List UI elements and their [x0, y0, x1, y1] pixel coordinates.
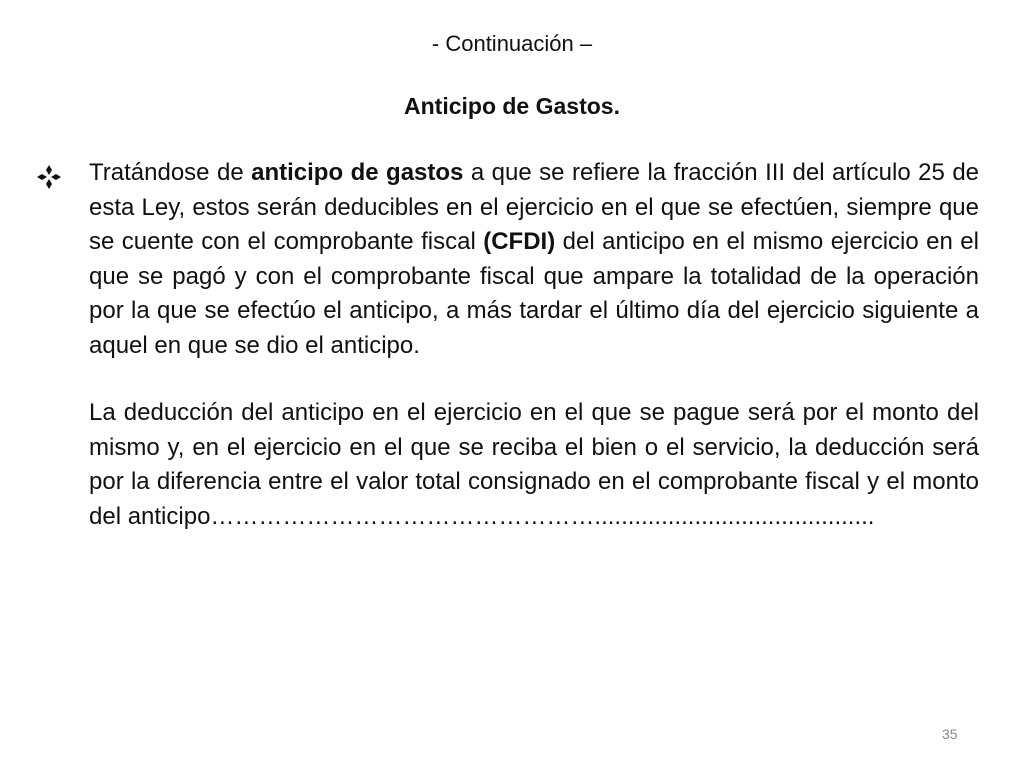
page-number: 35 — [942, 726, 958, 742]
slide-subtitle: - Continuación – — [431, 31, 593, 56]
slide-body — [89, 156, 979, 534]
paragraph-deduccion: La deducción del anticipo en el ejercicio en el que se pague será por el monto del mismo y, en el ejercicio en el que se reciba el bien o el servicio, la deducción será por la diferencia entre el valor total consignado en el comprobante fiscal y el monto del anticipo………………………………………….......................................... — [89, 399, 979, 530]
paragraph-text: Tratándose de — [89, 159, 252, 186]
bold-term-anticipo: anticipo de gastos — [251, 159, 464, 186]
diamond-four-bullet-icon — [36, 164, 62, 190]
paragraph-text: a que se refiere la fracción III del artículo 25 de esta Ley, estos serán deducibles en el ejercicio en el que se efectúen, siempre que se cuente con el comprobante fiscal — [89, 159, 980, 255]
paragraph-text: del anticipo en el mismo ejercicio en el que se pagó y con el comprobante fiscal que ampare la totalidad de la operación por la que se efectúo el anticipo, a más tardar el último día del ejercicio siguiente a aquel en que se dio el anticipo. — [89, 228, 979, 359]
slide-title: Anticipo de Gastos. — [404, 93, 620, 119]
paragraph-anticipo — [89, 156, 979, 363]
bold-term-cfdi: (CFDI) — [483, 228, 556, 255]
